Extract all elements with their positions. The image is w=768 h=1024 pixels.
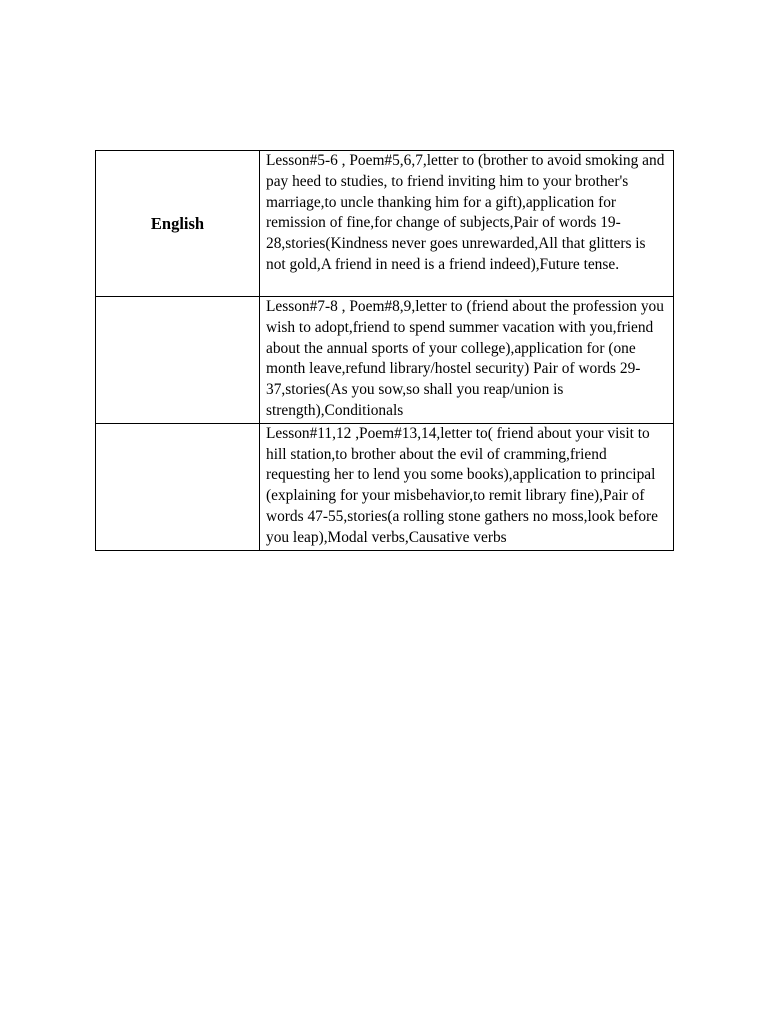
subject-cell xyxy=(96,151,260,297)
subject-label: English xyxy=(150,214,205,233)
syllabus-text: Lesson#11,12 ,Poem#13,14,letter to( friend about your visit to hill station,to brother about the evil of cramming,friend requesting her to lend you some books),application to principal (explaining for your misbehavior,to remit library fine),Pair of words 47-55,stories(a rolling stone gathers no moss,look before you leap),Modal verbs,Causative verbs xyxy=(266,424,658,546)
syllabus-text: Lesson#7-8 , Poem#8,9,letter to (friend about the profession you wish to adopt,friend to spend summer vacation with you,friend about the annual sports of your college),application for (one month leave,refund library/hostel security) Pair of words 29-37,stories(As you sow,so shall you reap/union is strength),Conditionals xyxy=(266,298,664,419)
content-cell xyxy=(260,151,674,297)
syllabus-text: Lesson#5-6 , Poem#5,6,7,letter to (brother to avoid smoking and pay heed to studies, to friend inviting him to your brother's marriage,to uncle thanking him for a gift),application for remission of fine,for change of subjects,Pair of words 19-28,stories(Kindness never goes unrewarded,All that glitters is not gold,A friend in need is a friend indeed),Future tense. xyxy=(266,152,665,273)
subject-cell-empty xyxy=(96,423,260,550)
content-cell xyxy=(260,423,674,550)
subject-cell-empty xyxy=(96,297,260,424)
content-cell xyxy=(260,297,674,424)
table-row xyxy=(96,151,674,297)
table-row xyxy=(96,423,674,550)
table-row xyxy=(96,297,674,424)
syllabus-table xyxy=(95,150,674,551)
